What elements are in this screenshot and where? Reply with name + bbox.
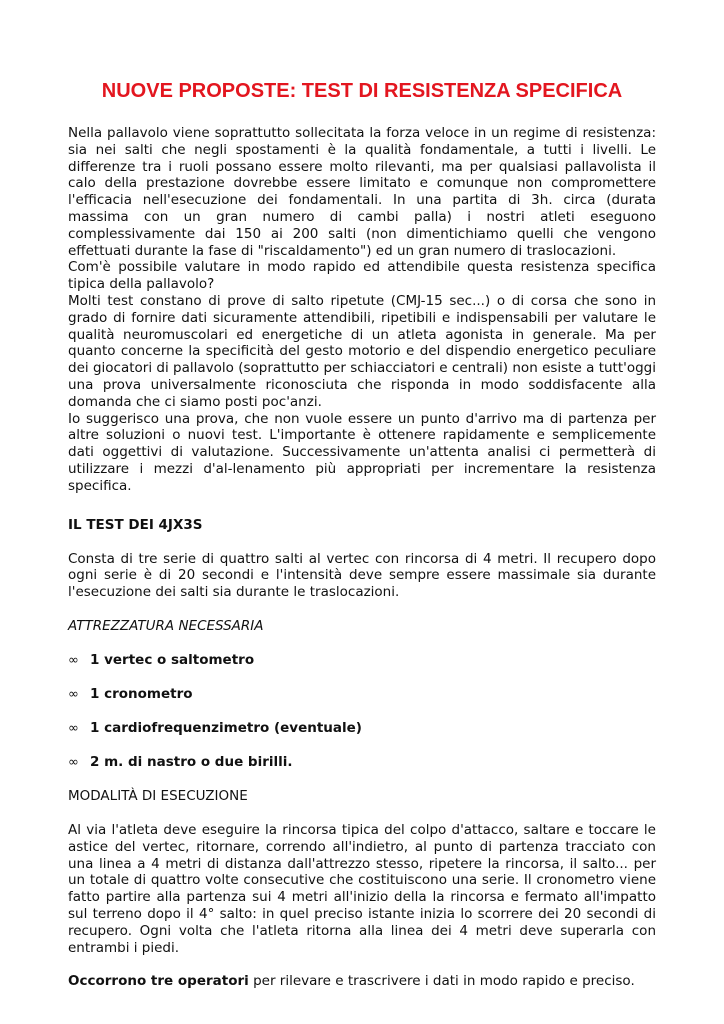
page-title: NUOVE PROPOSTE: TEST DI RESISTENZA SPECIFICA [101, 80, 623, 102]
intro-paragraph: Molti test constano di prove di salto ripetute (CMJ-15 sec...) o di corsa che sono in grado di fornire dati sicuramente attendibili, ripetibili e indispensabili per valutare le qualità neuromuscolari ed energetiche di un atleta agonista in generale. Ma per quanto concerne la specificità del gesto motorio e del dispendio energetico peculiare dei giocatori di pallavolo (soprattutto per schiacciatori e centrali) non esiste a tutt'oggi una prova universalmente riconosciuta che risponda in modo soddisfacente alla domanda che ci siamo posti poc'anzi. [68, 292, 656, 410]
equipment-list [68, 652, 656, 771]
operators-paragraph [68, 973, 656, 990]
list-item [68, 720, 656, 737]
infinity-bullet-icon: ∞ [68, 754, 79, 770]
infinity-bullet-icon: ∞ [68, 686, 79, 702]
infinity-bullet-icon: ∞ [68, 652, 79, 668]
document-page [68, 80, 656, 1004]
list-item [68, 686, 656, 703]
operators-bold-text: Occorrono tre operatori [68, 973, 249, 990]
mode-heading: MODALITÀ DI ESECUZIONE [68, 787, 248, 804]
intro-paragraph: Io suggerisco una prova, che non vuole essere un punto d'arrivo ma di partenza per altre soluzioni o nuovi test. L'importante è ottenere rapidamente e semplicemente dati oggettivi di valutazione. Successivamente un'attenta analisi ci permetterà di utilizzare i mezzi d'al-lenamento più appropriati per incrementare la resistenza specifica. [68, 410, 656, 494]
equipment-item-label: 2 m. di nastro o due birilli. [90, 753, 293, 770]
intro-section [68, 125, 656, 495]
equipment-heading: ATTREZZATURA NECESSARIA [68, 617, 264, 634]
infinity-bullet-icon: ∞ [68, 720, 79, 736]
execution-paragraph: Al via l'atleta deve eseguire la rincorsa tipica del colpo d'attacco, saltare e toccare le astice del vertec, ritornare, correndo all'indietro, al punto di partenza tracciato con una linea a 4 metri di distanza dall'attrezzo stesso, ripetere la rincorsa, il salto... per un totale di quattro volte consecutive che costituiscono una serie. Il cronometro viene fatto partire alla partenza sui 4 metri all'inizio della la rincorsa e fermato all'impatto sul terreno dopo il 4° salto: in quel preciso istante inizia lo scorrere dei 20 secondi di recupero. Ogni volta che l'atleta ritorna alla linea dei 4 metri deve superarla con entrambi i piedi. [68, 821, 656, 956]
equipment-item-label: 1 cardiofrequenzimetro (eventuale) [90, 719, 362, 736]
equipment-item-label: 1 cronometro [90, 685, 193, 702]
intro-paragraph: Com'è possibile valutare in modo rapido ed attendibile questa resistenza specifica tipica della pallavolo? [68, 259, 656, 293]
test-heading: IL TEST DEI 4JX3S [68, 516, 203, 533]
list-item [68, 754, 656, 771]
operators-text: per rilevare e trascrivere i dati in modo rapido e preciso. [248, 973, 635, 990]
list-item [68, 652, 656, 669]
test-description: Consta di tre serie di quattro salti al vertec con rincorsa di 4 metri. Il recupero dopo ogni serie è di 20 secondi e l'intensità deve sempre essere massimale sia durante l'esecuzione dei salti sia durante le traslocazioni. [68, 550, 656, 601]
intro-paragraph: Nella pallavolo viene soprattutto sollecitata la forza veloce in un regime di resistenza: sia nei salti che negli spostamenti è la qualità fondamentale, a tutti i livelli. Le differenze tra i ruoli possano essere molto rilevanti, ma per qualsiasi pallavolista il calo della prestazione dovrebbe essere limitato e comunque non compromettere l'efficacia nell'esecuzione dei fondamentali. In una partita di 3h. circa (durata massima con un gran numero di cambi palla) i nostri atleti eseguono complessivamente dai 150 ai 200 salti (non dimentichiamo quelli che vengono effettuati durante la fase di "riscaldamento") ed un gran numero di traslocazioni. [68, 125, 656, 259]
equipment-item-label: 1 vertec o saltometro [90, 651, 255, 668]
